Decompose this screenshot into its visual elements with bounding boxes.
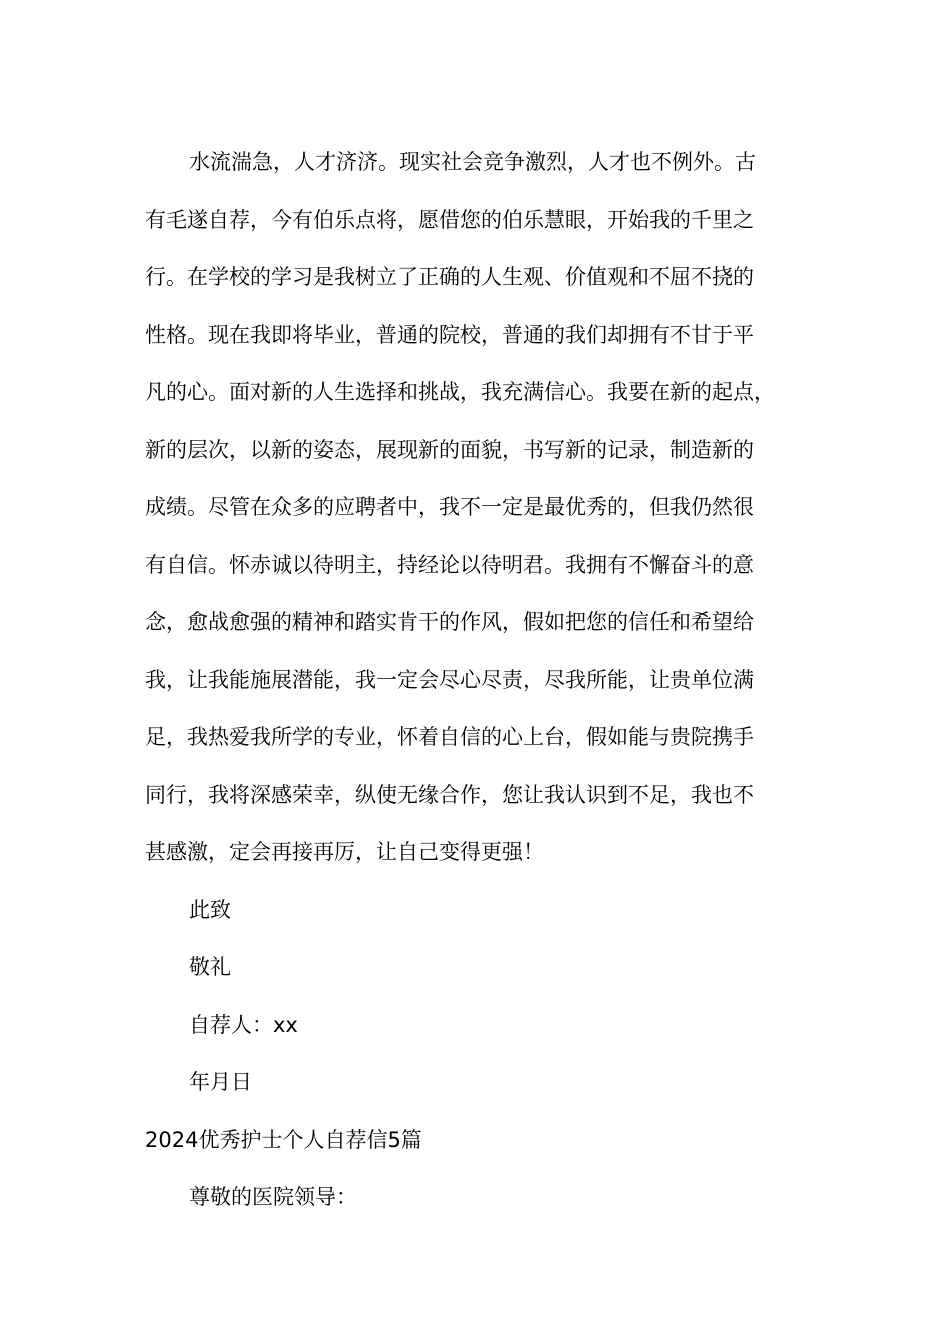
date-line: 年月日 [189,1070,252,1094]
paragraph-line: 我，让我能施展潜能，我一定会尽心尽责，尽我所能，让贵单位满 [145,667,754,692]
paragraph-line: 甚感激，定会再接再厉，让自己变得更强！ [145,840,544,864]
salutation: 敬礼 [189,955,231,979]
paragraph-line: 成绩。尽管在众多的应聘者中，我不一定是最优秀的，但我仍然很 [145,495,754,519]
paragraph-line: 水流湍急，人才济济。现实社会竞争激烈，人才也不例外。古 [189,150,756,174]
closing-phrase: 此致 [189,897,231,922]
signer-line: 自荐人：xx [189,1012,298,1037]
paragraph-line: 有毛遂自荐，今有伯乐点将，愿借您的伯乐慧眼，开始我的千里之 [145,207,754,232]
paragraph-line: 念，愈战愈强的精神和踏实肯干的作风，假如把您的信任和希望给 [145,610,754,634]
paragraph-line: 有自信。怀赤诚以待明主，持经论以待明君。我拥有不懈奋斗的意 [145,552,754,577]
paragraph-line: 同行，我将深感荣幸，纵使无缘合作，您让我认识到不足，我也不 [145,782,754,807]
paragraph-line: 足，我热爱我所学的专业，怀着自信的心上台，假如能与贵院携手 [145,725,754,749]
greeting-line: 尊敬的医院领导： [189,1185,357,1209]
paragraph-line: 性格。现在我即将毕业，普通的院校，普通的我们却拥有不甘于平 [145,322,754,347]
paragraph-line: 凡的心。面对新的人生选择和挑战，我充满信心。我要在新的起点， [145,380,775,404]
letter-body [145,134,815,1227]
paragraph-line: 行。在学校的学习是我树立了正确的人生观、价值观和不屈不挠的 [145,265,754,289]
section-title: 2024优秀护士个人自荐信5篇 [145,1127,422,1152]
paragraph-line: 新的层次，以新的姿态，展现新的面貌，书写新的记录，制造新的 [145,437,754,462]
